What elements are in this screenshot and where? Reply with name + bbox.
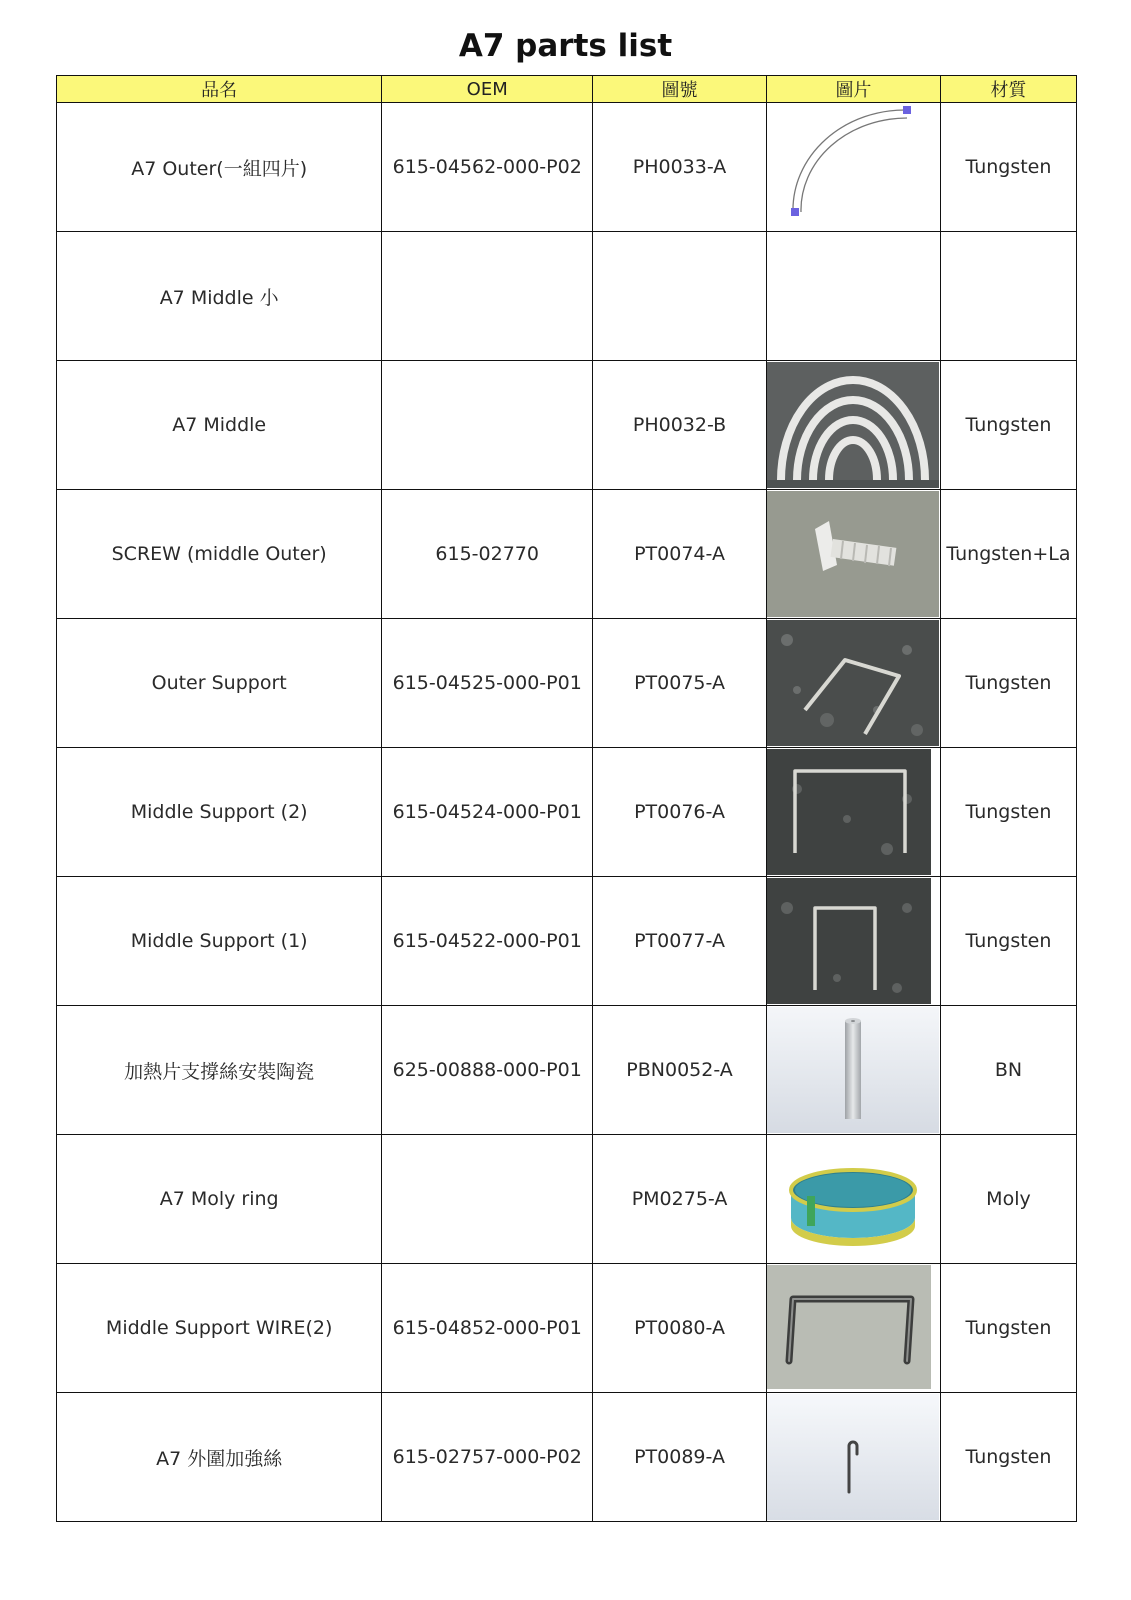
part-name: 加熱片支撐絲安裝陶瓷 <box>57 1006 382 1135</box>
parts-table <box>56 75 1077 1522</box>
table-header-row <box>57 76 1077 103</box>
header-picture: 圖片 <box>766 76 940 103</box>
material: Tungsten <box>940 748 1076 877</box>
support-wire-photo-image <box>767 1265 939 1391</box>
header-name: 品名 <box>57 76 382 103</box>
drawing-number: PT0080-A <box>593 1264 767 1393</box>
table-row <box>57 748 1077 877</box>
table-row <box>57 1006 1077 1135</box>
table-row <box>57 1264 1077 1393</box>
drawing-number: PT0089-A <box>593 1393 767 1522</box>
oem-number: 625-00888-000-P01 <box>382 1006 593 1135</box>
part-name: A7 Middle <box>57 361 382 490</box>
oem-number: 615-04522-000-P01 <box>382 877 593 1006</box>
part-picture-support-wire <box>766 1264 940 1393</box>
curved-arc-drawing-image <box>767 104 939 230</box>
part-picture-hook-wire <box>766 1393 940 1522</box>
drawing-number: PM0275-A <box>593 1135 767 1264</box>
oem-number <box>382 232 593 361</box>
oem-number <box>382 361 593 490</box>
material <box>940 232 1076 361</box>
part-name: A7 Outer(一組四片) <box>57 103 382 232</box>
drawing-number: PBN0052-A <box>593 1006 767 1135</box>
oem-number: 615-04525-000-P01 <box>382 619 593 748</box>
oem-number: 615-02757-000-P02 <box>382 1393 593 1522</box>
material: Tungsten <box>940 1393 1076 1522</box>
part-picture-empty <box>766 232 940 361</box>
table-row <box>57 1135 1077 1264</box>
oem-number: 615-02770 <box>382 490 593 619</box>
header-drawing: 圖號 <box>593 76 767 103</box>
part-picture-ceramic-rod <box>766 1006 940 1135</box>
material: Tungsten <box>940 103 1076 232</box>
part-name: A7 外圍加強絲 <box>57 1393 382 1522</box>
table-row <box>57 361 1077 490</box>
moly-ring-render-image <box>767 1136 939 1262</box>
part-name: A7 Middle 小 <box>57 232 382 361</box>
header-oem: OEM <box>382 76 593 103</box>
oem-number: 615-04524-000-P01 <box>382 748 593 877</box>
part-name: Middle Support (2) <box>57 748 382 877</box>
part-picture-wide-staple-wire <box>766 748 940 877</box>
oem-number: 615-04562-000-P02 <box>382 103 593 232</box>
part-picture-narrow-staple-wire <box>766 877 940 1006</box>
page-title: A7 parts list <box>458 28 673 64</box>
material: BN <box>940 1006 1076 1135</box>
oem-number: 615-04852-000-P01 <box>382 1264 593 1393</box>
part-name: SCREW (middle Outer) <box>57 490 382 619</box>
part-name: Outer Support <box>57 619 382 748</box>
material: Tungsten <box>940 1264 1076 1393</box>
material: Tungsten+La <box>940 490 1076 619</box>
part-picture-curved-arc <box>766 103 940 232</box>
material: Moly <box>940 1135 1076 1264</box>
material: Tungsten <box>940 619 1076 748</box>
drawing-number: PT0077-A <box>593 877 767 1006</box>
drawing-number: PH0033-A <box>593 103 767 232</box>
material: Tungsten <box>940 361 1076 490</box>
drawing-number: PT0075-A <box>593 619 767 748</box>
part-picture-concentric-arch <box>766 361 940 490</box>
part-name: Middle Support (1) <box>57 877 382 1006</box>
ceramic-rod-render-image <box>767 1007 939 1133</box>
part-picture-bent-wire <box>766 619 940 748</box>
header-material: 材質 <box>940 76 1076 103</box>
wide-staple-wire-photo-image <box>767 749 939 875</box>
part-picture-moly-ring <box>766 1135 940 1264</box>
drawing-number <box>593 232 767 361</box>
drawing-number: PH0032-B <box>593 361 767 490</box>
oem-number <box>382 1135 593 1264</box>
drawing-number: PT0076-A <box>593 748 767 877</box>
hook-wire-render-image <box>767 1394 939 1520</box>
bent-wire-photo-image <box>767 620 939 746</box>
table-row <box>57 490 1077 619</box>
part-picture-screw <box>766 490 940 619</box>
drawing-number: PT0074-A <box>593 490 767 619</box>
table-row <box>57 877 1077 1006</box>
table-row <box>57 619 1077 748</box>
concentric-arch-photo-image <box>767 362 939 488</box>
narrow-staple-wire-photo-image <box>767 878 939 1004</box>
table-row <box>57 232 1077 361</box>
part-name: Middle Support WIRE(2) <box>57 1264 382 1393</box>
table-row <box>57 1393 1077 1522</box>
part-name: A7 Moly ring <box>57 1135 382 1264</box>
material: Tungsten <box>940 877 1076 1006</box>
table-row <box>57 103 1077 232</box>
screw-photo-image <box>767 491 939 617</box>
